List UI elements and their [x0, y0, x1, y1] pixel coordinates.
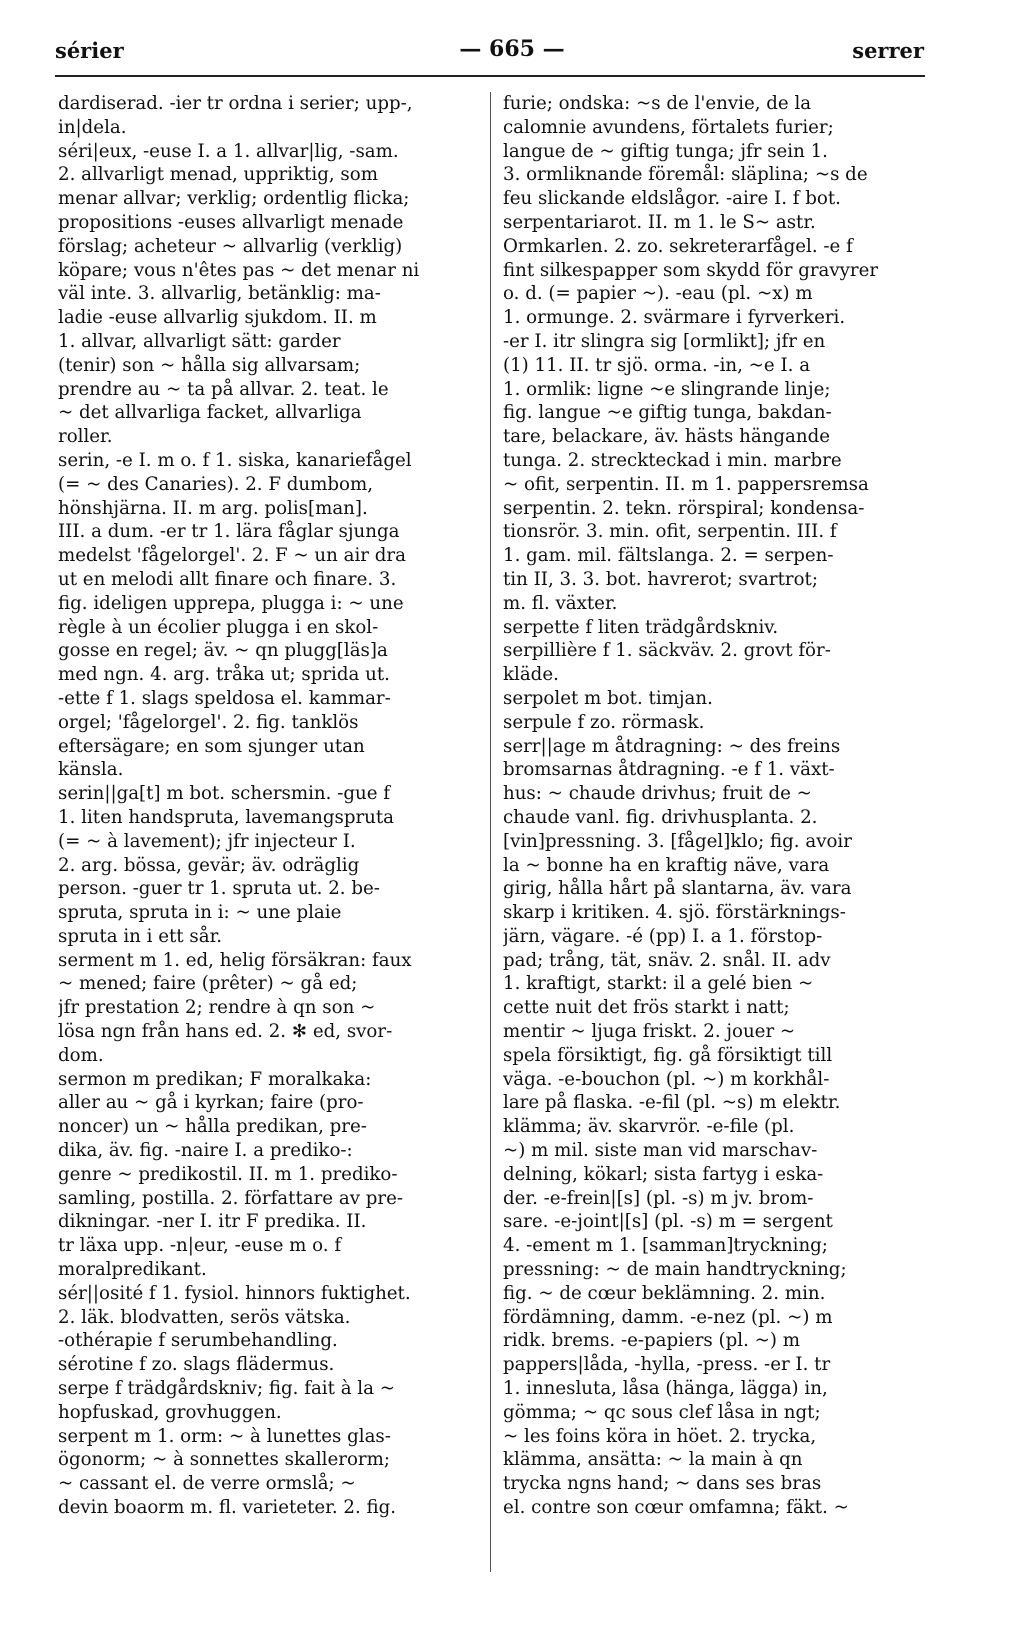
text-line: spela försiktigt, fig. gå försiktigt till — [503, 1044, 833, 1066]
text-line: gömma; ~ qc sous clef låsa in ngt; — [503, 1401, 821, 1423]
text-line: cette nuit det frös starkt i natt; — [503, 997, 790, 1019]
text-line: lare på flaska. -e-fil (pl. ~s) m elektr. — [503, 1092, 841, 1114]
text-line: m. fl. växter. — [503, 592, 618, 614]
text-line: el. contre son cœur omfamna; fäkt. ~ — [503, 1497, 849, 1519]
column-divider — [490, 92, 491, 1572]
text-line: väl inte. 3. allvarlig, betänklig: ma- — [58, 283, 381, 305]
text-line: -othérapie f serumbehandling. — [58, 1330, 338, 1352]
text-line: moralpredikant. — [58, 1259, 207, 1281]
left-column — [58, 92, 474, 1520]
text-line: person. -guer tr 1. spruta ut. 2. be- — [58, 878, 380, 900]
text-line: tunga. 2. streckteckad i min. marbre — [503, 449, 842, 471]
text-line: chaude vanl. fig. drivhusplanta. 2. — [503, 806, 818, 828]
text-line: pad; trång, tät, snäv. 2. snål. II. adv — [503, 949, 831, 971]
text-line: 3. ormliknande föremål: släplina; ~s de — [503, 164, 868, 186]
text-line: serment m 1. ed, helig försäkran: faux — [58, 949, 412, 971]
text-line: gosse en regel; äv. ~ qn plugg[läs]a — [58, 640, 388, 662]
text-line: medelst 'fågelorgel'. 2. F ~ un air dra — [58, 545, 406, 567]
text-line: pressning: ~ de main handtryckning; — [503, 1259, 847, 1281]
text-line: (= ~ à lavement); jfr injecteur I. — [58, 830, 356, 852]
text-line: dikningar. -ner I. itr F predika. II. — [58, 1211, 367, 1233]
text-line: ~ les foins köra in höet. 2. trycka, — [503, 1425, 817, 1447]
text-line: 1. gam. mil. fältslanga. 2. = serpen- — [503, 545, 834, 567]
text-line: väga. -e-bouchon (pl. ~) m korkhål- — [503, 1068, 830, 1090]
text-line: klämma, ansätta: ~ la main à qn — [503, 1449, 803, 1471]
text-line: devin boaorm m. fl. varieteter. 2. fig. — [58, 1497, 397, 1519]
text-line: ~ cassant el. de verre ormslå; ~ — [58, 1473, 356, 1495]
text-line: fig. langue ~e giftig tunga, bakdan- — [503, 402, 832, 424]
text-line: ~ det allvarliga facket, allvarliga — [58, 402, 362, 424]
text-line: sérotine f zo. slags flädermus. — [58, 1354, 335, 1376]
text-line: ladie -euse allvarlig sjukdom. II. m — [58, 307, 377, 329]
text-line: fig. ideligen upprepa, plugga i: ~ une — [58, 592, 404, 614]
text-line: propositions -euses allvarligt menade — [58, 211, 404, 233]
text-line: fördämning, damm. -e-nez (pl. ~) m — [503, 1306, 833, 1328]
text-line: samling, postilla. 2. författare av pre- — [58, 1187, 403, 1209]
text-line: fig. ~ de cœur beklämning. 2. min. — [503, 1282, 826, 1304]
text-line: sér||osité f 1. fysiol. hinnors fuktighet. — [58, 1282, 411, 1304]
text-line: dardiserad. -ier tr ordna i serier; upp-, — [58, 93, 413, 114]
text-line: serpette f liten trädgårdskniv. — [503, 616, 779, 638]
text-line: hus: ~ chaude drivhus; fruit de ~ — [503, 783, 812, 805]
text-line: 1. ormlik: ligne ~e slingrande linje; — [503, 378, 831, 400]
text-line: III. a dum. -er tr 1. lära fåglar sjunga — [58, 521, 400, 543]
text-line: hönshjärna. II. m arg. polis[man]. — [58, 497, 368, 519]
text-line: järn, vägare. -é (pp) I. a 1. förstop- — [503, 925, 823, 947]
text-line: serpillière f 1. säckväv. 2. grovt för- — [503, 640, 831, 662]
text-line: serr||age m åtdragning: ~ des freins — [503, 735, 841, 757]
text-line: klämma; äv. skarvrör. -e-file (pl. — [503, 1116, 795, 1138]
text-line: tr läxa upp. -n|eur, -euse m o. f — [58, 1235, 342, 1257]
text-line: noncer) un ~ hålla predikan, pre- — [58, 1116, 367, 1138]
text-line: hopfuskad, grovhuggen. — [58, 1401, 282, 1423]
text-line: spruta in i ett sår. — [58, 925, 223, 947]
text-line: langue de ~ giftig tunga; jfr sein 1. — [503, 140, 828, 162]
text-line: girig, hålla hårt på slantarna, äv. vara — [503, 878, 852, 900]
text-line: eftersägare; en som sjunger utan — [58, 735, 365, 757]
text-line: ~) m mil. siste man vid marschav- — [503, 1140, 818, 1162]
text-line: prendre au ~ ta på allvar. 2. teat. le — [58, 378, 389, 400]
text-line: o. d. (= papier ~). -eau (pl. ~x) m — [503, 283, 813, 305]
text-line: mentir ~ ljuga friskt. 2. jouer ~ — [503, 1021, 796, 1043]
text-line: [vin]pressning. 3. [fågel]klo; fig. avoir — [503, 830, 852, 852]
text-line: serpentin. 2. tekn. rörspiral; kondensa- — [503, 497, 865, 519]
text-line: serin, -e I. m o. f 1. siska, kanariefågel — [58, 449, 412, 471]
text-line: genre ~ predikostil. II. m 1. prediko- — [58, 1163, 398, 1185]
text-line: séri|eux, -euse I. a 1. allvar|lig, -sam. — [58, 140, 399, 162]
text-line: 2. arg. bössa, gevär; äv. odräglig — [58, 854, 360, 876]
text-line: règle à un écolier plugga i en skol- — [58, 616, 379, 638]
text-line: calomnie avundens, förtalets furier; — [503, 116, 834, 138]
text-line: serin||ga[t] m bot. schersmin. -gue f — [58, 783, 390, 805]
text-line: (= ~ des Canaries). 2. F dumbom, — [58, 473, 373, 495]
text-line: aller au ~ gå i kyrkan; faire (pro- — [58, 1092, 364, 1114]
left-guide-word: sérier — [55, 38, 124, 63]
text-line: menar allvar; verklig; ordentlig flicka; — [58, 188, 410, 210]
text-line: tare, belackare, äv. hästs hängande — [503, 426, 831, 448]
text-line: 1. allvar, allvarligt sätt: garder — [58, 330, 341, 352]
text-line: köpare; vous n'êtes pas ~ det menar ni — [58, 259, 420, 281]
text-line: lösa ngn från hans ed. 2. ✻ ed, svor- — [58, 1021, 393, 1043]
text-line: dom. — [58, 1044, 104, 1066]
text-line: 2. allvarligt menad, uppriktig, som — [58, 164, 378, 186]
text-line: tionsrör. 3. min. ofit, serpentin. III. f — [503, 521, 837, 543]
text-line: ut en melodi allt finare och finare. 3. — [58, 568, 397, 590]
text-line: serpolet m bot. timjan. — [503, 687, 713, 709]
text-line: 1. liten handspruta, lavemangspruta — [58, 806, 395, 828]
text-line: 2. läk. blodvatten, serös vätska. — [58, 1306, 351, 1328]
text-line: 1. kraftigt, starkt: il a gelé bien ~ — [503, 973, 814, 995]
text-line: bromsarnas åtdragning. -e f 1. växt- — [503, 759, 835, 781]
text-line: 1. ormunge. 2. svärmare i fyrverkeri. — [503, 307, 846, 329]
right-column — [503, 92, 919, 1520]
text-line: kläde. — [503, 664, 559, 686]
text-line: feu slickande eldslågor. -aire I. f bot. — [503, 188, 841, 210]
text-line: sermon m predikan; F moralkaka: — [58, 1068, 372, 1090]
text-line: pappers|låda, -hylla, -press. -er I. tr — [503, 1354, 831, 1376]
text-line: med ngn. 4. arg. tråka ut; sprida ut. — [58, 664, 390, 686]
text-line: förslag; acheteur ~ allvarlig (verklig) — [58, 235, 403, 257]
text-line: in|dela. — [58, 116, 127, 138]
text-line: tin II, 3. 3. bot. havrerot; svartrot; — [503, 568, 818, 590]
text-line: serpent m 1. orm: ~ à lunettes glas- — [58, 1425, 391, 1447]
text-line: sare. -e-joint|[s] (pl. -s) m = sergent — [503, 1211, 833, 1233]
right-guide-word: serrer — [852, 38, 924, 63]
text-line: serpentariarot. II. m 1. le S~ astr. — [503, 211, 816, 233]
text-line: 4. -ement m 1. [samman]tryckning; — [503, 1235, 828, 1257]
text-line: roller. — [58, 426, 113, 448]
text-line: serpe f trädgårdskniv; fig. fait à la ~ — [58, 1378, 395, 1400]
text-line: ~ mened; faire (prêter) ~ gå ed; — [58, 973, 358, 995]
text-line: dika, äv. fig. -naire I. a prediko-: — [58, 1140, 353, 1162]
text-line: delning, kökarl; sista fartyg i eska- — [503, 1163, 824, 1185]
text-line: skarp i kritiken. 4. sjö. förstärknings- — [503, 902, 846, 924]
text-line: ridk. brems. -e-papiers (pl. ~) m — [503, 1330, 801, 1352]
text-line: spruta, spruta in i: ~ une plaie — [58, 902, 342, 924]
text-line: trycka ngns hand; ~ dans ses bras — [503, 1473, 822, 1495]
text-line: känsla. — [58, 759, 124, 781]
text-line: (1) 11. II. tr sjö. orma. -in, ~e I. a — [503, 354, 811, 376]
text-line: 1. innesluta, låsa (hänga, lägga) in, — [503, 1378, 828, 1400]
text-line: der. -e-frein|[s] (pl. -s) m jv. brom- — [503, 1187, 814, 1209]
text-line: -ette f 1. slags speldosa el. kammar- — [58, 687, 391, 709]
text-line: la ~ bonne ha en kraftig näve, vara — [503, 854, 830, 876]
text-line: (tenir) son ~ hålla sig allvarsam; — [58, 354, 361, 376]
page-number: — 665 — — [459, 36, 565, 62]
text-line: fint silkespapper som skydd för gravyrer — [503, 259, 879, 281]
text-line: -er I. itr slingra sig [ormlikt]; jfr en — [503, 330, 826, 352]
text-line: furie; ondska: ~s de l'envie, de la — [503, 93, 812, 114]
text-line: serpule f zo. rörmask. — [503, 711, 705, 733]
text-line: ögonorm; ~ à sonnettes skallerorm; — [58, 1449, 390, 1471]
text-line: Ormkarlen. 2. zo. sekreterarfågel. -e f — [503, 235, 853, 257]
header-rule — [55, 75, 925, 77]
text-line: orgel; 'fågelorgel'. 2. fig. tanklös — [58, 711, 359, 733]
text-line: jfr prestation 2; rendre à qn son ~ — [58, 997, 376, 1019]
text-line: ~ ofit, serpentin. II. m 1. pappersremsa — [503, 473, 869, 495]
